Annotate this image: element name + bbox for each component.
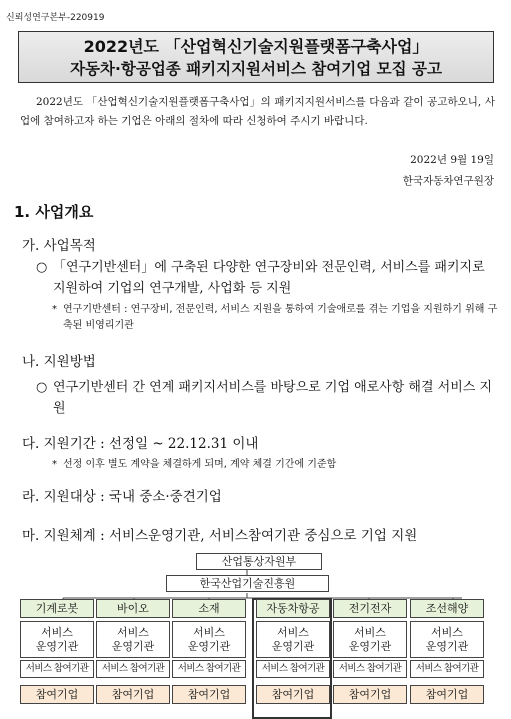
service-operator-box: [20, 621, 94, 658]
participating-company-box: 참여기업: [333, 685, 407, 704]
service-operator-line-2: 운영기관: [35, 640, 79, 653]
note-period: [52, 457, 499, 473]
bullet-purpose: [36, 257, 496, 299]
service-operator-line-1: 서비스: [193, 626, 225, 639]
service-participant-box: 서비스 참여기관: [172, 660, 246, 678]
category-box: 바이오: [96, 599, 170, 618]
note-research-center: [52, 302, 499, 334]
category-box: 조선해양: [410, 599, 484, 618]
note-text: 선정 이후 별도 계약을 체결하게 되며, 계약 체결 기간에 기준함: [63, 459, 337, 470]
participating-company-box: 참여기업: [256, 685, 330, 704]
service-operator-box: [256, 621, 330, 658]
subsection-system: 마. 지원체계 : 서비스운영기관, 서비스참여기관 중심으로 기업 지원: [22, 528, 418, 544]
participating-company-box: 참여기업: [96, 685, 170, 704]
bullet-text: 「연구기반센터」에 구축된 다양한 연구장비와 전문인력, 서비스를 패키지로 지원하여 기업의 연구개발, 사업화 등 지원: [53, 260, 485, 296]
note-marker: *: [52, 459, 57, 470]
service-participant-box: 서비스 참여기관: [333, 660, 407, 678]
announcement-date: 2022년 9월 19일: [410, 154, 494, 166]
subsection-method: 나. 지원방법: [22, 354, 96, 370]
subsection-target: 라. 지원대상 : 국내 중소·중견기업: [22, 489, 222, 505]
service-operator-line-2: 운영기관: [425, 640, 469, 653]
service-operator-line-1: 서비스: [431, 626, 463, 639]
bullet-text: 연구기반센터 간 연계 패키지서비스를 바탕으로 기업 애로사항 해결 서비스 지원: [53, 380, 493, 416]
section-heading: 1. 사업개요: [14, 203, 94, 221]
category-box: 자동차항공: [256, 599, 330, 618]
title-line-2: 자동차·항공업종 패키지지원서비스 참여기업 모집 공고: [70, 60, 442, 78]
service-operator-line-1: 서비스: [117, 626, 149, 639]
service-operator-line-1: 서비스: [41, 626, 73, 639]
participating-company-box: 참여기업: [20, 685, 94, 704]
subsection-period: 다. 지원기간 : 선정일 ~ 22.12.31 이내: [22, 436, 259, 452]
service-operator-line-2: 운영기관: [111, 640, 155, 653]
service-operator-line-1: 서비스: [277, 626, 309, 639]
service-operator-box: [96, 621, 170, 658]
document-id: 신뢰성연구본부-220919: [6, 13, 105, 23]
note-marker: *: [52, 304, 57, 315]
service-participant-box: 서비스 참여기관: [20, 660, 94, 678]
bullet-marker: ○: [36, 260, 48, 275]
bullet-method: [36, 377, 496, 419]
service-operator-line-2: 운영기관: [271, 640, 315, 653]
participating-company-box: 참여기업: [410, 685, 484, 704]
intro-paragraph: 2022년도 「산업혁신기술지원플랫폼구축사업」의 패키지지원서비스를 다음과 같이 공고하오니, 사업에 참여하고자 하는 기업은 아래의 절차에 따라 신청하여 주시기 바랍니다.: [20, 96, 495, 127]
service-operator-box: [410, 621, 484, 658]
service-operator-line-1: 서비스: [354, 626, 386, 639]
subsection-purpose: 가. 사업목적: [22, 238, 96, 254]
service-operator-box: [172, 621, 246, 658]
service-operator-line-2: 운영기관: [187, 640, 231, 653]
service-operator-box: [333, 621, 407, 658]
category-box: 전기전자: [333, 599, 407, 618]
category-box: 기계로봇: [20, 599, 94, 618]
title-line-1: 2022년도 「산업혁신기술지원플랫폼구축사업」: [83, 37, 429, 56]
service-participant-box: 서비스 참여기관: [96, 660, 170, 678]
agency-box: 한국산업기술진흥원: [166, 575, 329, 592]
bullet-marker: ○: [36, 380, 48, 395]
org-chart: [0, 548, 511, 719]
issuing-organization: 한국자동차연구원장: [402, 175, 494, 187]
category-box: 소재: [172, 599, 246, 618]
title-box: [18, 31, 494, 83]
service-participant-box: 서비스 참여기관: [410, 660, 484, 678]
service-operator-line-2: 운영기관: [348, 640, 392, 653]
service-participant-box: 서비스 참여기관: [256, 660, 330, 678]
ministry-box: 산업통상자원부: [196, 553, 322, 570]
note-text: 연구기반센터 : 연구장비, 전문인력, 서비스 지원을 통하여 기술애로를 겪는 기업을 지원하기 위해 구축된 비영리기관: [63, 304, 498, 331]
participating-company-box: 참여기업: [172, 685, 246, 704]
